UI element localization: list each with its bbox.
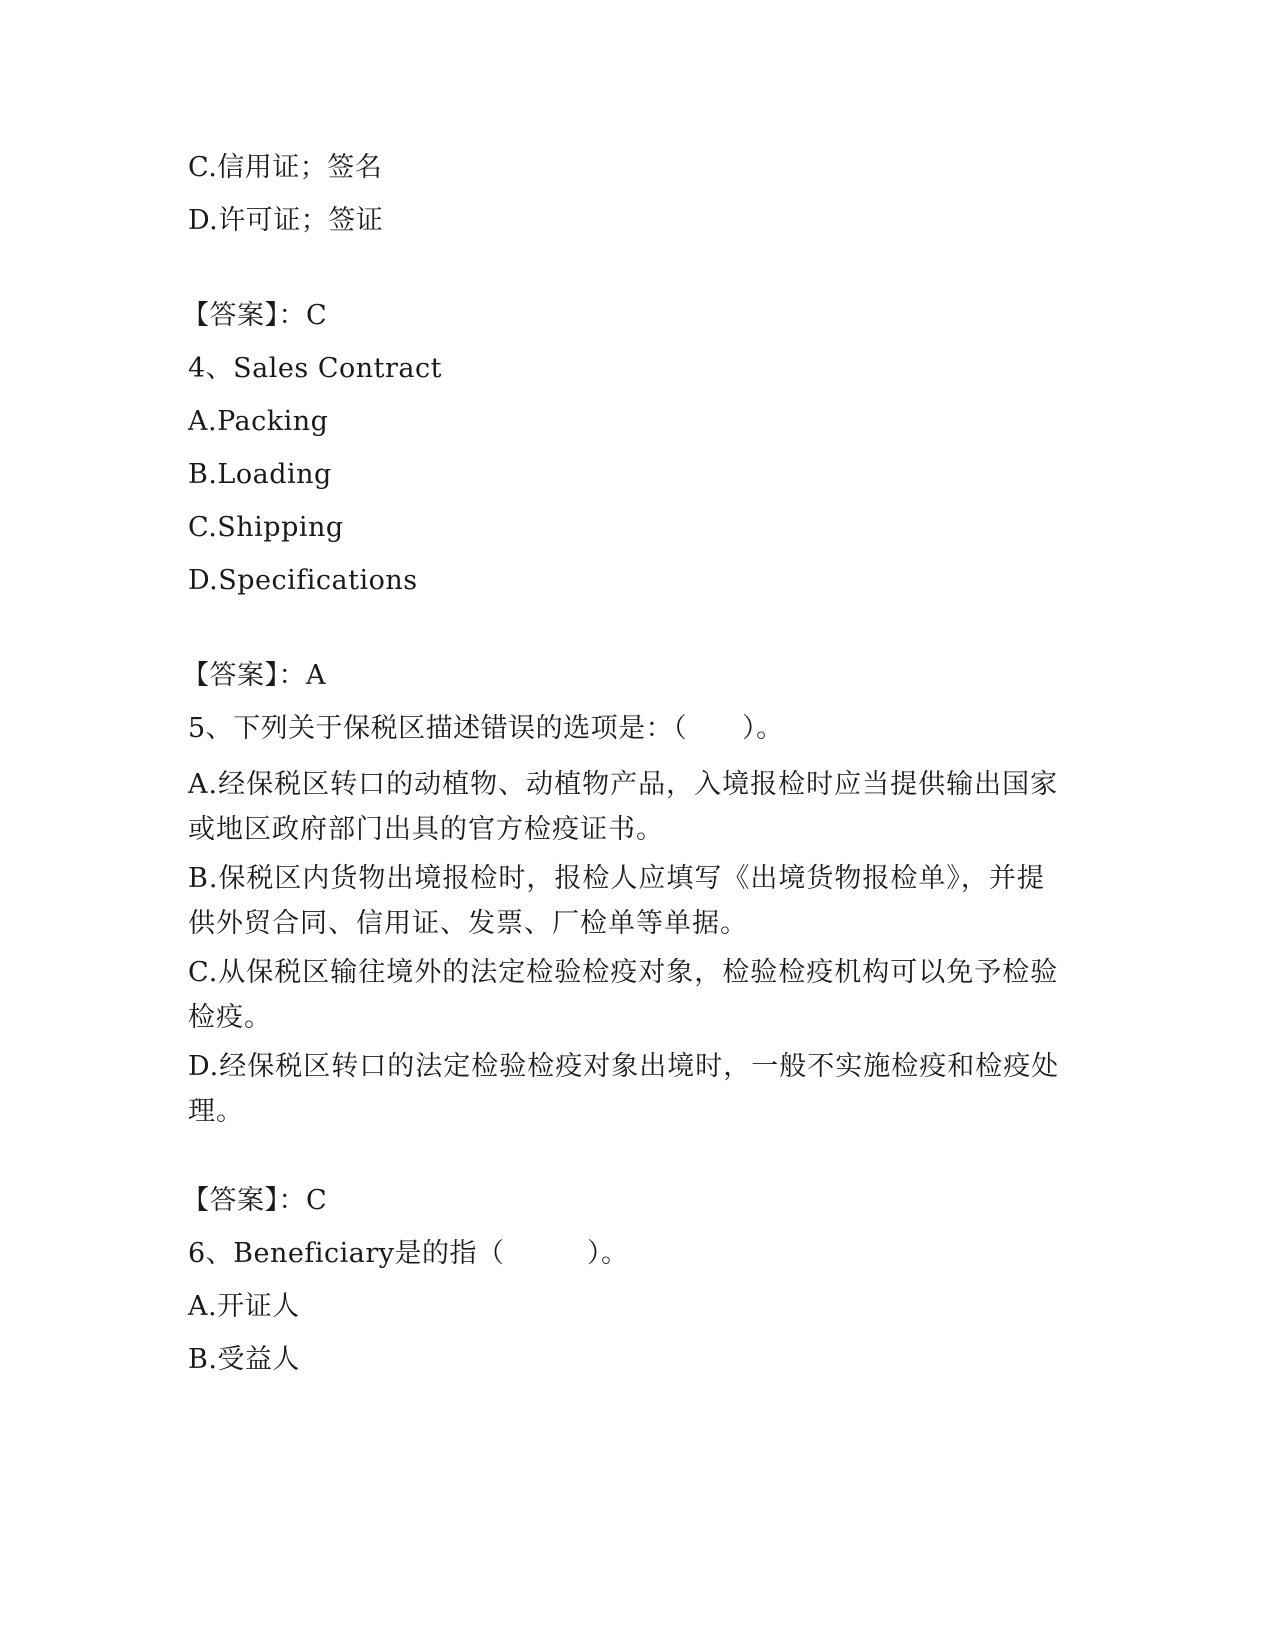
q6-question: 6、Beneficiary是的指（ ）。 <box>188 1238 629 1269</box>
q5-answer: 【答案】：C <box>182 1185 328 1216</box>
q4-answer: 【答案】：A <box>182 660 326 691</box>
q6-option-b: B.受益人 <box>188 1344 300 1375</box>
q4-option-a: A.Packing <box>188 406 329 437</box>
q5-question: 5、下列关于保税区描述错误的选项是：（ ）。 <box>188 713 784 744</box>
q5-option-d: D.经保税区转口的法定检验检疫对象出境时，一般不实施检疫和检疫处理。 <box>188 1051 1060 1127</box>
q4-option-c: C.Shipping <box>188 512 344 543</box>
q4-question: 4、Sales Contract <box>188 353 442 384</box>
q6-option-a: A.开证人 <box>188 1291 300 1322</box>
q3-option-c: C.信用证；签名 <box>188 152 383 183</box>
q5-option-c: C.从保税区输往境外的法定检验检疫对象，检验检疫机构可以免予检验检疫。 <box>188 957 1059 1033</box>
q5-option-a: A.经保税区转口的动植物、动植物产品，入境报检时应当提供输出国家或地区政府部门出具的官方检疫证书。 <box>188 769 1059 845</box>
q5-option-b: B.保税区内货物出境报检时，报检人应填写《出境货物报检单》，并提供外贸合同、信用证、发票、厂检单等单据。 <box>188 863 1045 939</box>
q3-answer: 【答案】：C <box>182 300 328 331</box>
q4-option-b: B.Loading <box>188 459 332 490</box>
q3-option-d: D.许可证；签证 <box>188 205 384 236</box>
q4-option-d: D.Specifications <box>188 565 418 596</box>
